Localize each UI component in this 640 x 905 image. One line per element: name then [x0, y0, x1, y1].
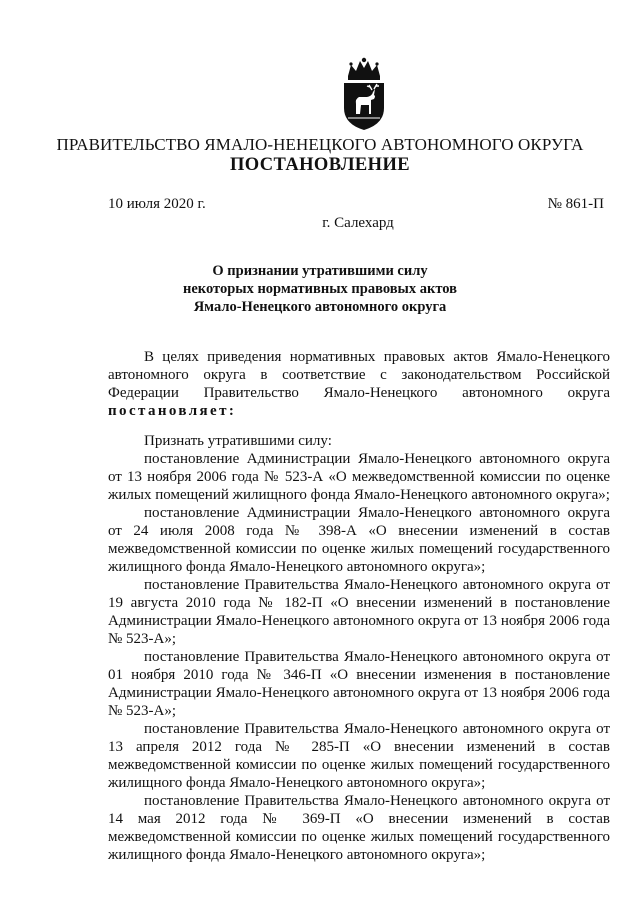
preamble-text: В целях приведения нормативных правовых актов Ямало-Ненецкого автономного округа в соответствие с законодательством Российской Федерации Правительство Ямало-Ненецкого автономного округа	[108, 349, 610, 401]
document-title	[0, 262, 640, 316]
document-date: 10 июля 2020 г.	[108, 196, 206, 212]
list-item: постановление Правительства Ямало-Ненецкого автономного округа от 19 августа 2010 года № 182-П «О внесении изменений в постановление Администрации Ямало-Ненецкого автономного округа от 13 ноября 2006 года № 523-А»;	[108, 577, 610, 647]
list-item: постановление Правительства Ямало-Ненецкого автономного округа от 13 апреля 2012 года № 285-П «О внесении изменений в состав межведомственной комиссии по оценке жилых помещений государственного жилищного фонда Ямало-Ненецкого автономного округа»;	[108, 721, 610, 791]
list-item: постановление Администрации Ямало-Ненецкого автономного округа от 13 ноября 2006 года № 523-А «О межведомственной комиссии по оценке жилых помещений жилищного фонда Ямало-Ненецкого автономного округа»;	[108, 451, 610, 503]
document-number: № 861-П	[547, 196, 604, 212]
title-line: Ямало-Ненецкого автономного округа	[193, 299, 447, 315]
document-type: ПОСТАНОВЛЕНИЕ	[229, 155, 410, 175]
list-item: постановление Администрации Ямало-Ненецкого автономного округа от 24 июля 2008 года № 398-А «О внесении изменений в состав межведомственной комиссии по оценке жилых помещений государственного жилищного фонда Ямало-Ненецкого автономного округа»;	[108, 505, 610, 575]
coat-of-arms-icon	[339, 56, 389, 132]
title-line: О признании утратившими силу	[212, 263, 428, 279]
government-name: ПРАВИТЕЛЬСТВО ЯМАЛО-НЕНЕЦКОГО АВТОНОМНОГО ОКРУГА	[56, 135, 584, 154]
list-item: постановление Правительства Ямало-Ненецкого автономного округа от 01 ноября 2010 года № 346-П «О внесении изменения в постановление Администрации Ямало-Ненецкого автономного округа от 13 ноября 2006 года № 523-А»;	[108, 649, 610, 719]
document-city: г. Салехард	[322, 215, 394, 231]
list-item: постановление Правительства Ямало-Ненецкого автономного округа от 14 мая 2012 года № 369-П «О внесении изменений в состав межведомственной комиссии по оценке жилых помещений государственного жилищного фонда Ямало-Ненецкого автономного округа»;	[108, 793, 610, 863]
list-intro: Признать утратившими силу:	[144, 433, 332, 449]
preamble-paragraph	[108, 348, 610, 420]
resolves-word: постановляет:	[108, 403, 237, 419]
document-body	[108, 348, 610, 864]
title-line: некоторых нормативных правовых актов	[183, 281, 457, 297]
